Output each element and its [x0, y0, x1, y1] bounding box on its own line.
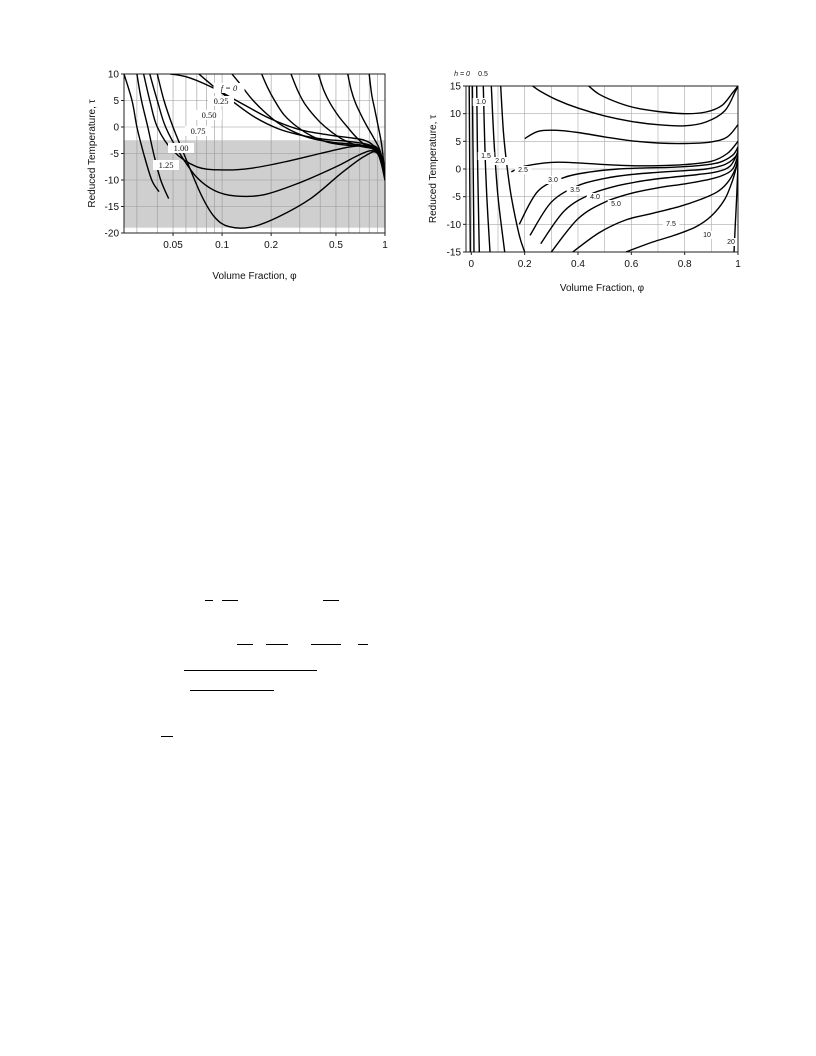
curve-label: f = 0	[220, 83, 238, 93]
curve-label: 10	[703, 232, 711, 239]
curve-label: 0.50	[201, 110, 217, 120]
x-tick-label: 0.05	[163, 240, 183, 251]
fraction-bar	[190, 690, 274, 691]
x-tick-label: 0.5	[329, 240, 343, 251]
curve-label: 0.75	[190, 126, 206, 136]
curve-label: 0.5	[478, 71, 488, 78]
x-tick-label: 0	[468, 259, 475, 270]
y-tick-label: -5	[452, 192, 461, 204]
curve-label: 5.0	[611, 201, 621, 208]
curve-label: h = 0	[454, 71, 470, 78]
fraction-bar	[184, 670, 317, 671]
curve-label: 1.00	[173, 143, 189, 153]
y-tick-label: -15	[446, 247, 461, 259]
x-tick-label: 1	[382, 240, 388, 251]
series-line-10	[519, 147, 738, 224]
x-tick-label: 0.1	[215, 240, 230, 251]
y-tick-label: -10	[104, 175, 119, 187]
curve-label: 3.0	[548, 177, 558, 184]
y-axis-label: Reduced Temperature, τ	[87, 99, 98, 208]
x-axis-label: Volume Fraction, φ	[559, 283, 645, 294]
x-tick-label: 1	[735, 259, 741, 270]
y-tick-label: 10	[107, 69, 119, 81]
fraction-bar	[266, 644, 288, 645]
curve-label: 2.0	[495, 158, 505, 165]
y-tick-label: -10	[446, 219, 461, 231]
x-axis-label: Volume Fraction, φ	[212, 271, 297, 282]
fraction-bar	[222, 600, 238, 601]
fraction-bar	[323, 600, 339, 601]
y-tick-label: 0	[113, 122, 119, 134]
x-tick-label: 0.8	[677, 259, 692, 270]
curve-label: 20	[727, 239, 735, 246]
curve-label: 2.5	[518, 167, 528, 174]
fraction-bar	[205, 600, 213, 601]
y-tick-label: -5	[110, 149, 119, 160]
curve-label: 0.25	[213, 96, 229, 106]
x-tick-label: 0.4	[571, 259, 585, 270]
y-tick-label: 5	[113, 96, 119, 107]
series-line-7	[589, 86, 738, 114]
curve-label: 4.0	[590, 194, 600, 201]
y-tick-label: -20	[104, 228, 119, 240]
y-tick-label: 10	[449, 109, 461, 121]
chart-right	[0, 0, 816, 320]
fraction-bar	[237, 644, 253, 645]
fraction-bar	[358, 644, 368, 645]
y-tick-label: -15	[104, 202, 119, 213]
curve-label: 1.25	[158, 160, 174, 170]
x-tick-label: 0.6	[624, 259, 639, 270]
x-tick-label: 0.2	[517, 259, 532, 270]
series-line-0	[469, 86, 470, 252]
y-axis-label: Reduced Temperature, τ	[428, 114, 439, 224]
y-tick-label: 0	[455, 164, 461, 176]
x-tick-label: 0.2	[264, 240, 279, 251]
fraction-bar	[311, 644, 341, 645]
y-tick-label: 15	[449, 81, 461, 93]
curve-label: 1.5	[481, 153, 491, 160]
curve-label: 7.5	[666, 221, 676, 228]
series-line-1	[472, 86, 474, 252]
y-tick-label: 5	[455, 136, 461, 148]
curve-label: 1.0	[476, 99, 486, 106]
curve-label: 3.5	[570, 187, 580, 194]
fraction-bar	[161, 736, 173, 737]
series-line-9	[511, 141, 738, 172]
series-line-6	[533, 86, 738, 126]
